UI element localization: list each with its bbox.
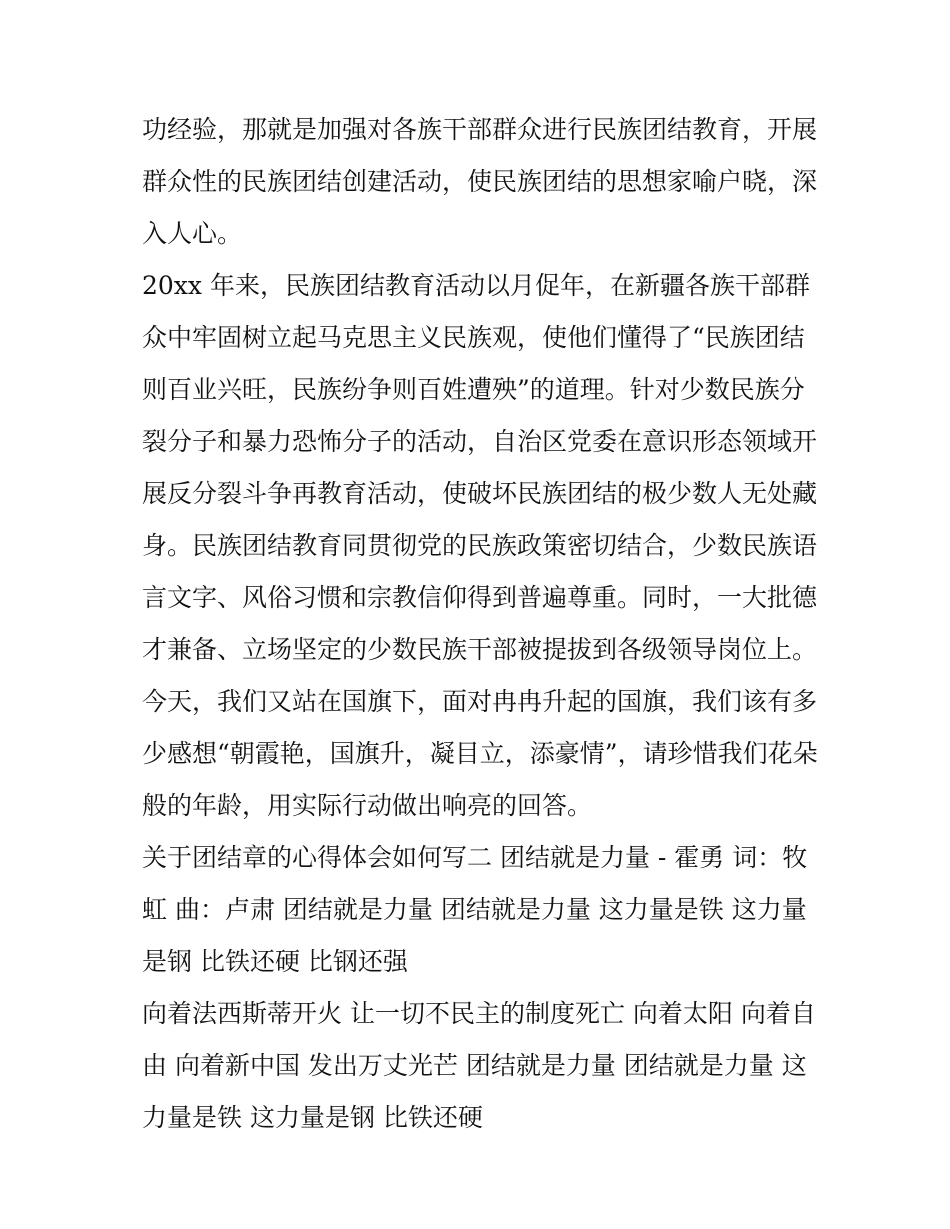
text-line: 则百业兴旺，民族纷争则百姓遭殃”的道理。针对少数民族分 <box>142 375 805 404</box>
text-line: 言文字、风俗习惯和宗教信仰得到普遍尊重。同时，一大批德 <box>142 583 818 612</box>
text-line: 向着法西斯蒂开火 让一切不民主的制度死亡 向着太阳 向着自 <box>142 999 816 1028</box>
text-line: 功经验，那就是加强对各族干部群众进行民族团结教育，开展 <box>142 115 818 144</box>
text-line: 由 向着新中国 发出万丈光芒 团结就是力量 团结就是力量 这 <box>142 1051 807 1080</box>
text-line: 裂分子和暴力恐怖分子的活动，自治区党委在意识形态领域开 <box>142 427 818 456</box>
paragraph-3 <box>142 832 822 988</box>
text-line: 少感想“朝霞艳，国旗升，凝目立，添豪情”，请珍惜我们花朵 <box>142 739 818 768</box>
text-line: 是钢 比铁还硬 比钢还强 <box>142 947 408 976</box>
text-line: 入人心。 <box>142 219 243 248</box>
paragraph-4 <box>142 988 822 1144</box>
text-line: 才兼备、立场坚定的少数民族干部被提拔到各级领导岗位上。 <box>142 635 818 664</box>
text-line: 展反分裂斗争再教育活动，使破坏民族团结的极少数人无处藏 <box>142 479 818 508</box>
text-line: 身。民族团结教育同贯彻党的民族政策密切结合，少数民族语 <box>142 531 818 560</box>
text-line: 群众性的民族团结创建活动，使民族团结的思想家喻户晓，深 <box>142 167 818 196</box>
document-body <box>142 104 822 1144</box>
text-line: 众中牢固树立起马克思主义民族观，使他们懂得了“民族团结 <box>142 323 805 352</box>
text-line: 虹 曲：卢肃 团结就是力量 团结就是力量 这力量是铁 这力量 <box>142 895 807 924</box>
text-line: 今天，我们又站在国旗下，面对冉冉升起的国旗，我们该有多 <box>142 687 818 716</box>
text-line: 力量是铁 这力量是钢 比铁还硬 <box>142 1103 483 1132</box>
paragraph-1 <box>142 104 822 260</box>
text-line: 关于团结章的心得体会如何写二 团结就是力量 - 霍勇 词：牧 <box>142 843 808 872</box>
text-line: 般的年龄，用实际行动做出响亮的回答。 <box>142 791 593 820</box>
paragraph-2 <box>142 260 822 832</box>
text-line: 20xx 年来，民族团结教育活动以月促年，在新疆各族干部群 <box>142 271 810 300</box>
